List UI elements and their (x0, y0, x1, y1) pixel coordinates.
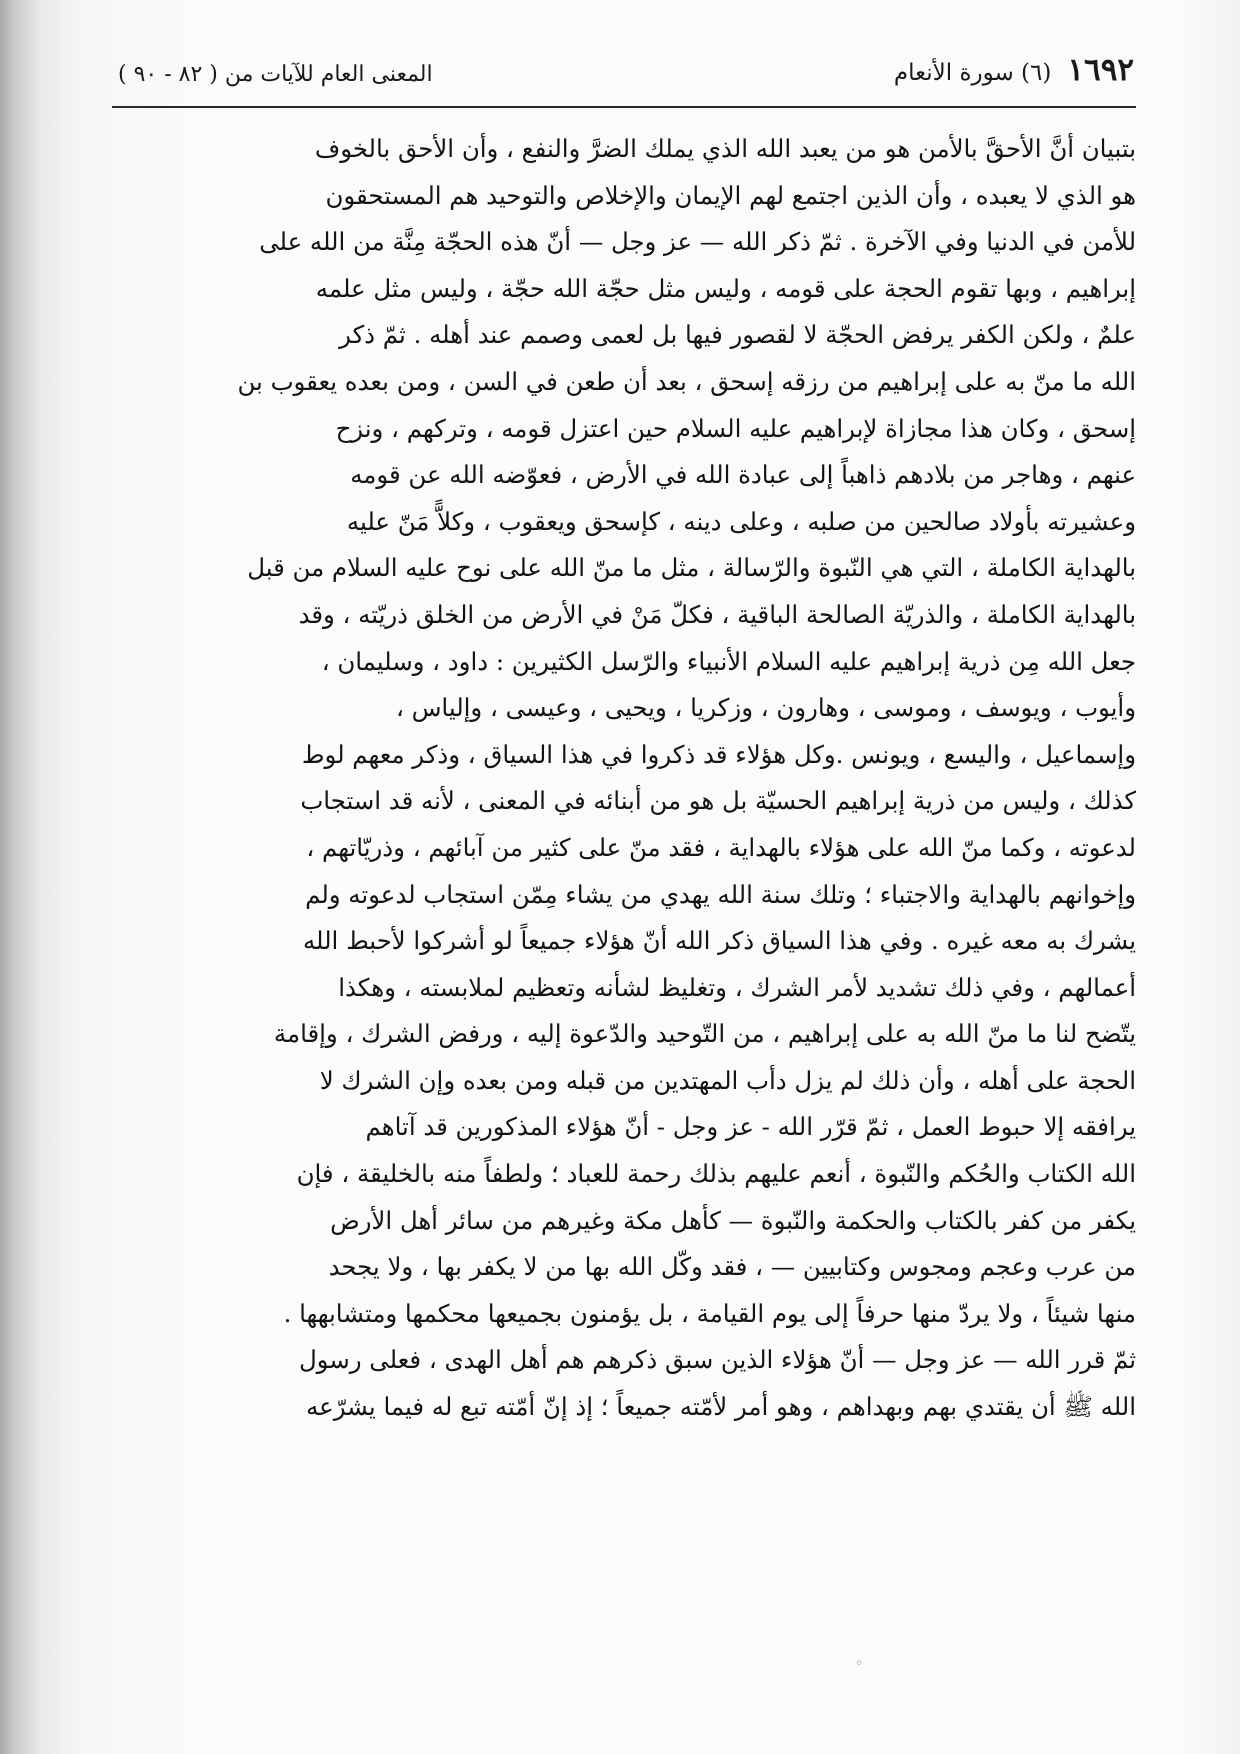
text-line: بالهداية الكاملة ، التي هي النّبوة والرّسالة ، مثل ما منّ الله على نوح عليه السلام من قبل (247, 553, 1136, 583)
text-line: أعمالهم ، وفي ذلك تشديد لأمر الشرك ، وتغليظ لشأنه وتعظيم لملابسته ، وهكذا (338, 972, 1136, 1002)
text-line: إبراهيم ، وبها تقوم الحجة على قومه ، وليس مثل حجّة الله حجّة ، وليس مثل علمه (315, 273, 1136, 303)
text-line: الحجة على أهله ، وأن ذلك لم يزل دأب المهتدين من قبله ومن بعده وإن الشرك لا (319, 1065, 1136, 1095)
text-line: كذلك ، وليس من ذرية إبراهيم الحسيّة بل هو من أبنائه في المعنى ، لأنه قد استجاب (300, 786, 1136, 816)
text-line: لدعوته ، وكما منّ الله على هؤلاء بالهداية ، فقد منّ على كثير من آبائهم ، وذريّاتهم ، (306, 832, 1136, 862)
body-text (114, 126, 1136, 1431)
running-header (118, 52, 1134, 106)
text-line: يتّضح لنا ما منّ الله به على إبراهيم ، من التّوحيد والدّعوة إليه ، ورفض الشرك ، وإقامة (273, 1019, 1136, 1049)
header-right (894, 52, 1134, 88)
text-line: وإخوانهم بالهداية والاجتباء ؛ وتلك سنة الله يهدي من يشاء مِمّن استجاب لدعوته ولم (305, 879, 1136, 909)
text-line: إسحق ، وكان هذا مجازاة لإبراهيم عليه السلام حين اعتزل قومه ، وتركهم ، ونزح (335, 413, 1136, 443)
text-line: يرافقه إلا حبوط العمل ، ثمّ قرّر الله - عز وجل - أنّ هؤلاء المذكورين قد آتاهم (365, 1112, 1136, 1142)
text-line: وإسماعيل ، واليسع ، ويونس .وكل هؤلاء قد ذكروا في هذا السياق ، وذكر معهم لوط (301, 739, 1136, 769)
text-line: من عرب وعجم ومجوس وكتابيين — ، فقد وكّل الله بها من لا يكفر بها ، ولا يجحد (328, 1252, 1136, 1282)
text-line: بالهداية الكاملة ، والذريّة الصالحة الباقية ، فكلّ مَنْ في الأرض من الخلق ذريّته ، وقد (298, 599, 1136, 629)
text-line: الله ﷺ أن يقتدي بهم وبهداهم ، وهو أمر لأمّته جميعاً ؛ إذ إنّ أمّته تبع له فيما يشرّعه (306, 1392, 1136, 1422)
text-line: الله ما منّ به على إبراهيم من رزقه إسحق ، بعد أن طعن في السن ، ومن بعده يعقوب بن (237, 366, 1136, 396)
text-line: للأمن في الدنيا وفي الآخرة . ثمّ ذكر الله — عز وجل — أنّ هذه الحجّة مِنَّة من الله على (259, 227, 1136, 257)
verses-range-title: المعنى العام للآيات من ( ٨٢ - ٩٠ ) (118, 62, 433, 87)
text-line: هو الذي لا يعبده ، وأن الذين اجتمع لهم الإيمان والإخلاص والتوحيد هم المستحقون (325, 180, 1136, 210)
surah-title: (٦) سورة الأنعام (893, 60, 1052, 86)
text-line: يكفر من كفر بالكتاب والحكمة والنّبوة — كأهل مكة وغيرهم من سائر أهل الأرض (330, 1205, 1136, 1235)
text-line: جعل الله مِن ذرية إبراهيم عليه السلام الأنبياء والرّسل الكثيرين : داود ، وسليمان ، (321, 646, 1136, 676)
text-line: بتبيان أنَّ الأحقَّ بالأمن هو من يعبد الله الذي يملك الضرَّ والنفع ، وأن الأحق بالخوف (314, 134, 1136, 163)
header-divider (112, 106, 1136, 108)
text-line: ثمّ قرر الله — عز وجل — أنّ هؤلاء الذين سبق ذكرهم هم أهل الهدى ، فعلى رسول (298, 1345, 1136, 1375)
text-line: علمٌ ، ولكن الكفر يرفض الحجّة لا لقصور فيها بل لعمى وصمم عند أهله . ثمّ ذكر (339, 320, 1136, 350)
text-line: وعشيرته بأولاد صالحين من صلبه ، وعلى دينه ، كإسحق ويعقوب ، وكلاًّ مَنّ عليه (346, 506, 1136, 536)
page-number: ١٦٩٢ (1067, 52, 1134, 88)
text-line: الله الكتاب والحُكم والنّبوة ، أنعم عليهم بذلك رحمة للعباد ؛ ولطفاً منه بالخليقة ، فإن (296, 1159, 1136, 1189)
text-line: عنهم ، وهاجر من بلادهم ذاهباً إلى عبادة الله في الأرض ، فعوّضه الله عن قومه (350, 460, 1136, 490)
text-line: منها شيئاً ، ولا يردّ منها حرفاً إلى يوم القيامة ، بل يؤمنون بجميعها محكمها ومتشابهها . (283, 1298, 1136, 1328)
scan-speck: ◦ (855, 1656, 864, 1672)
text-line: وأيوب ، ويوسف ، وموسى ، وهارون ، وزكريا ، ويحيى ، وعيسى ، وإلياس ، (396, 693, 1136, 723)
text-line: يشرك به معه غيره . وفي هذا السياق ذكر الله أنّ هؤلاء جميعاً لو أشركوا لأحبط الله (302, 926, 1136, 956)
